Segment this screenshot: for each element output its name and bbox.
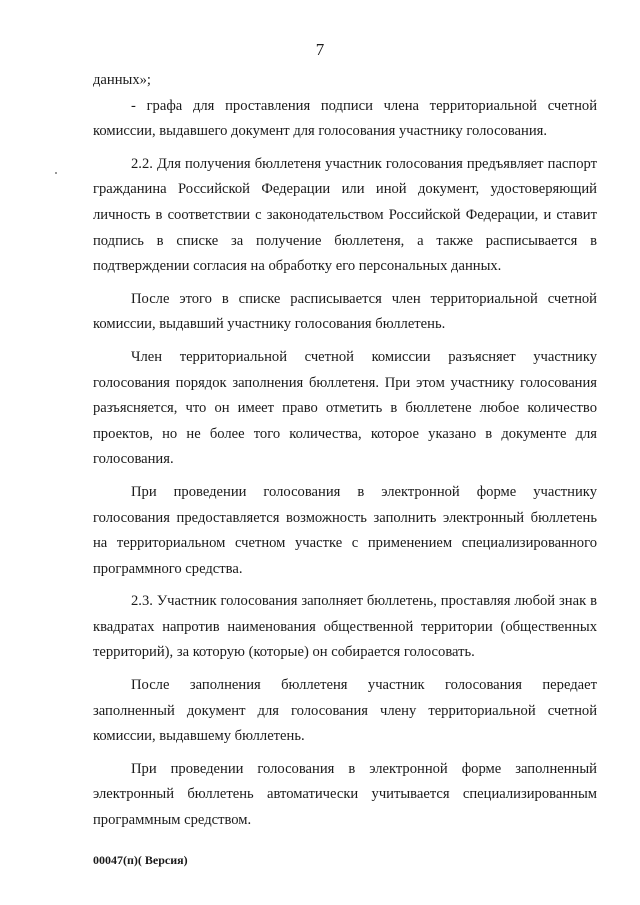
page-number: 7 [315,40,325,59]
paragraph-electronic-option: При проведении голосования в электронной форме участнику голосования предоставляется возможность заполнить электронный бюллетень на территориальном счетном участке с применением специализированного программного средства. [93,483,597,577]
paragraph-electronic-count: При проведении голосования в электронной форме заполненный электронный бюллетень автоматически учитывается специализированным программным средством. [93,760,597,829]
paragraph-section-2-2: 2.2. Для получения бюллетеня участник голосования предъявляет паспорт гражданина Российской Федерации или иной документ, удостоверяющий личность в соответствии с законодательством Российской Федерации, и ставит подпись в списке за получение бюллетеня, а также расписывается в подтверждении согласия на обработку его персональных данных. [93,155,597,275]
paragraph-member-signs: После этого в списке расписывается член территориальной счетной комиссии, выдавший участнику голосования бюллетень. [93,290,597,333]
paragraph-section-2-3: 2.3. Участник голосования заполняет бюллетень, проставляя любой знак в квадратах напротив наименования общественной территории (общественных территорий), за которую (которые) он собирается голосовать. [93,593,597,661]
paragraph-explanation: Член территориальной счетной комиссии разъясняет участнику голосования порядок заполнения бюллетеня. При этом участнику голосования разъясняется, что он имеет право отметить в бюллетене любое количество проектов, но не более того количества, которое указано в документе для голосования. [93,348,597,468]
document-body [93,68,597,834]
footer-document-code: 00047(п)( Версия) [93,853,188,867]
paragraph-signature-field: - графа для проставления подписи члена территориальной счетной комиссии, выдавшего документ для голосования участнику голосования. [93,97,597,140]
paragraph-continuation: данных»; [93,72,151,88]
paragraph-handover: После заполнения бюллетеня участник голосования передает заполненный документ для голосования члену территориальной счетной комиссии, выдавшему бюллетень. [93,677,597,745]
scan-speck [55,172,57,174]
